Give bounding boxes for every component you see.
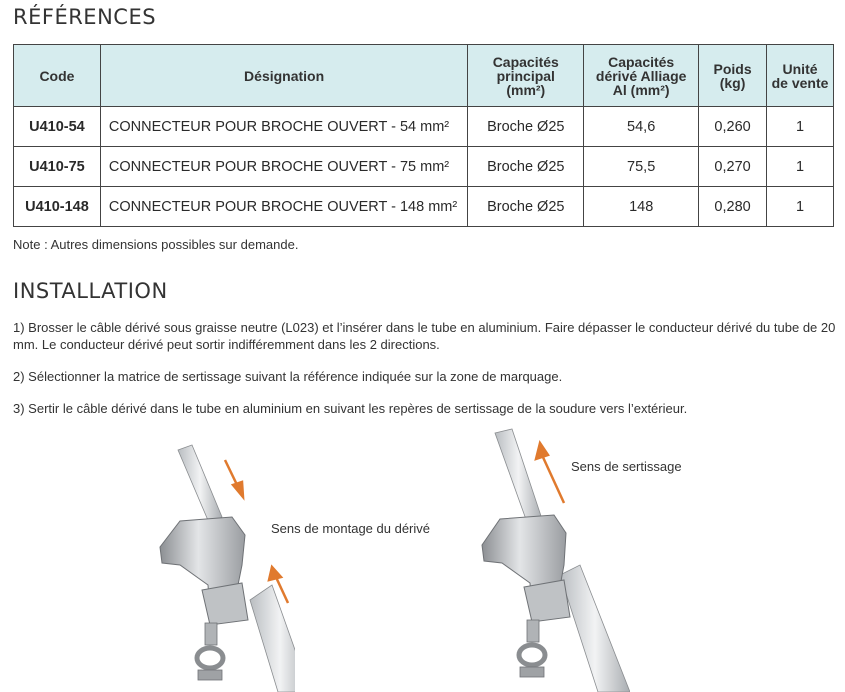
cell-unite: 1 — [767, 187, 834, 227]
cell-unite: 1 — [767, 147, 834, 187]
references-table — [13, 44, 834, 227]
installation-title: INSTALLATION — [13, 279, 168, 303]
cell-derive: 75,5 — [584, 147, 699, 187]
header-designation: Désignation — [100, 45, 467, 107]
eye-bolt — [197, 648, 223, 668]
main-cable — [560, 565, 630, 692]
cell-poids: 0,260 — [699, 107, 767, 147]
header-code: Code — [14, 45, 101, 107]
cell-designation: CONNECTEUR POUR BROCHE OUVERT - 75 mm² — [100, 147, 467, 187]
eye-bolt — [519, 645, 545, 665]
cell-poids: 0,270 — [699, 147, 767, 187]
installation-step-2: 2) Sélectionner la matrice de sertissage suivant la référence indiquée sur la zone de marquage. — [13, 369, 563, 384]
header-cap-principal: Capacités principal (mm²) — [468, 45, 584, 107]
installation-step-1: 1) Brosser le câble dérivé sous graisse neutre (L023) et l’insérer dans le tube en aluminium. Faire dépasser le conducteur dérivé du tube de 20 mm. Le conducteur dérivé peut sortir indifféremment dans les 2 directions. — [13, 320, 836, 352]
derived-cable — [495, 429, 542, 525]
table-row — [14, 147, 834, 187]
connector-mounting-illustration — [150, 425, 295, 692]
crimping-direction-caption: Sens de sertissage — [571, 459, 682, 474]
cell-poids: 0,280 — [699, 187, 767, 227]
cell-derive: 148 — [584, 187, 699, 227]
cell-code: U410-75 — [14, 147, 101, 187]
table-row — [14, 187, 834, 227]
cell-designation: CONNECTEUR POUR BROCHE OUVERT - 54 mm² — [100, 107, 467, 147]
header-cap-derive: Capacités dérivé Alliage Al (mm²) — [584, 45, 699, 107]
crimping-arrow — [536, 443, 564, 503]
installation-step-3: 3) Sertir le câble dérivé dans le tube en aluminium en suivant les repères de sertissage de la soudure vers l’extérieur. — [13, 401, 688, 416]
references-title: RÉFÉRENCES — [13, 5, 157, 29]
mounting-direction-caption: Sens de montage du dérivé — [271, 521, 430, 536]
table-header-row — [14, 45, 834, 107]
table-row — [14, 107, 834, 147]
cell-unite: 1 — [767, 107, 834, 147]
header-unite: Unité de vente — [767, 45, 834, 107]
cell-derive: 54,6 — [584, 107, 699, 147]
availability-note: Note : Autres dimensions possibles sur demande. — [13, 237, 299, 252]
cell-principal: Broche Ø25 — [468, 107, 584, 147]
cell-principal: Broche Ø25 — [468, 147, 584, 187]
derived-cable — [178, 445, 222, 525]
header-poids: Poids (kg) — [699, 45, 767, 107]
cell-code: U410-54 — [14, 107, 101, 147]
cell-principal: Broche Ø25 — [468, 187, 584, 227]
cell-designation: CONNECTEUR POUR BROCHE OUVERT - 148 mm² — [100, 187, 467, 227]
cell-code: U410-148 — [14, 187, 101, 227]
